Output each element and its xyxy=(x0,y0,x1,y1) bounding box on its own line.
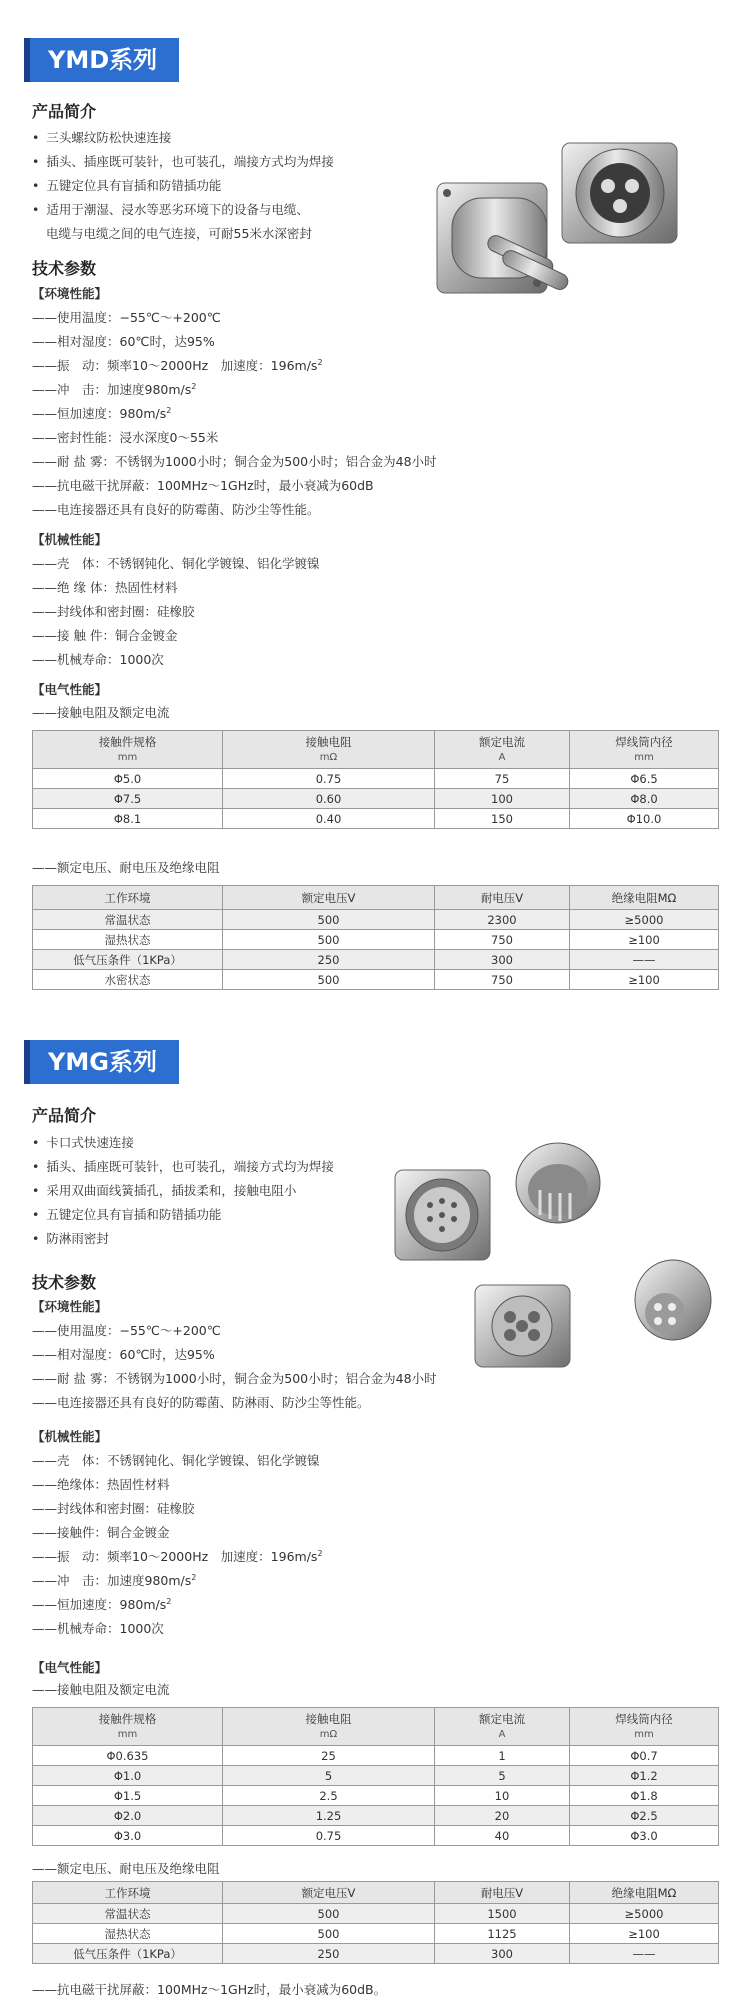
ymg-footer-note: ——抗电磁干扰屏蔽：100MHz～1GHz时，最小衰减为60dB。 xyxy=(32,1982,387,1997)
table-cell: ≥5000 xyxy=(570,910,719,930)
ymg-intro-item: • 卡口式快速连接 xyxy=(32,1133,134,1151)
table-cell: Φ8.0 xyxy=(570,789,719,809)
table-cell: 1125 xyxy=(435,1924,570,1944)
ymd-env-heading: 【环境性能】 xyxy=(32,286,108,301)
table-header-row xyxy=(33,1708,719,1746)
ymd-contact-table xyxy=(32,730,719,829)
table-cell: 40 xyxy=(435,1826,570,1846)
table-header-cell: 焊线筒内径 mm xyxy=(570,1708,719,1746)
ymg-mech-heading: 【机械性能】 xyxy=(32,1429,108,1444)
ymd-env-line: ——耐 盐 雾：不锈钢为1000小时；铜合金为500小时；铝合金为48小时 xyxy=(32,454,437,469)
ymg-intro-item: • 防淋雨密封 xyxy=(32,1229,109,1247)
table-header-row xyxy=(33,731,719,769)
table-cell: 5 xyxy=(435,1766,570,1786)
table-header-cell: 接触件规格 mm xyxy=(33,1708,223,1746)
ymg-voltage-table xyxy=(32,1881,719,1964)
ymg-env-line: ——耐 盐 雾：不锈钢为1000小时，铜合金为500小时；铝合金为48小时 xyxy=(32,1371,437,1386)
table-cell: 750 xyxy=(435,970,570,990)
ymg-mech-line: ——冲 击：加速度$980m/s^2$ xyxy=(32,1572,197,1588)
ymd-series-title: YMD系列 xyxy=(24,38,179,82)
table-cell: Φ1.5 xyxy=(33,1786,223,1806)
table-header-cell: 工作环境 xyxy=(33,1882,223,1904)
table-header-cell: 额定电压V xyxy=(223,1882,435,1904)
table-header-cell: 焊线筒内径 mm xyxy=(570,731,719,769)
table-cell: —— xyxy=(570,1944,719,1964)
ymd-intro-item: • 适用于潮湿、浸水等恶劣环境下的设备与电缆、 xyxy=(32,200,309,218)
ymd-intro-heading: 产品简介 xyxy=(32,102,97,121)
table-cell: 500 xyxy=(223,1924,435,1944)
table-cell: 低气压条件（1KPa） xyxy=(33,950,223,970)
table-cell: Φ8.1 xyxy=(33,809,223,829)
ymg-intro-item: • 插头、插座既可装针，也可装孔，端接方式均为焊接 xyxy=(32,1157,334,1175)
table-cell: ≥100 xyxy=(570,1924,719,1944)
table-cell: Φ1.8 xyxy=(570,1786,719,1806)
table-header-cell: 接触件规格 mm xyxy=(33,731,223,769)
table-header-cell: 额定电压V xyxy=(223,886,435,910)
ymg-env-line: ——相对湿度：60℃时，达95% xyxy=(32,1347,215,1362)
table-row xyxy=(33,1786,719,1806)
ymd-env-line: ——恒加速度：$980m/s^2$ xyxy=(32,405,172,421)
table-header-cell: 耐电压V xyxy=(435,886,570,910)
ymd-intro-item: • 插头、插座既可装针，也可装孔，端接方式均为焊接 xyxy=(32,152,334,170)
table-cell: 5 xyxy=(223,1766,435,1786)
ymg-intro-item: • 五键定位具有盲插和防错插功能 xyxy=(32,1205,221,1223)
table-row xyxy=(33,1806,719,1826)
ymg-series-title: YMG系列 xyxy=(24,1040,179,1084)
ymg-mech-line: ——封线体和密封圈：硅橡胶 xyxy=(32,1501,195,1516)
table-cell: Φ0.635 xyxy=(33,1746,223,1766)
table-header-cell: 接触电阻 mΩ xyxy=(223,731,435,769)
ymg-spec-heading: 技术参数 xyxy=(32,1273,97,1292)
table-row xyxy=(33,769,719,789)
ymd-env-line: ——振 动：频率10～2000Hz 加速度：$196m/s^2$ xyxy=(32,357,323,373)
table-row xyxy=(33,1944,719,1964)
ymg-mech-line: ——振 动：频率10～2000Hz 加速度：$196m/s^2$ xyxy=(32,1548,323,1564)
ymg-mech-line: ——壳 体：不锈钢钝化、铜化学镀镍、铝化学镀镍 xyxy=(32,1453,320,1468)
table-cell: 250 xyxy=(223,950,435,970)
table-row xyxy=(33,910,719,930)
table-cell: 500 xyxy=(223,1904,435,1924)
table-row xyxy=(33,789,719,809)
ymg-elec-subheading: ——额定电压、耐电压及绝缘电阻 xyxy=(32,1861,220,1876)
table-row xyxy=(33,1904,719,1924)
table-cell: 水密状态 xyxy=(33,970,223,990)
table-header-cell: 绝缘电阻MΩ xyxy=(570,886,719,910)
table-row xyxy=(33,970,719,990)
ymg-mech-line: ——绝缘体：热固性材料 xyxy=(32,1477,170,1492)
table-header-cell: 额定电流 A xyxy=(435,1708,570,1746)
ymd-mech-line: ——封线体和密封圈：硅橡胶 xyxy=(32,604,195,619)
ymg-series-section xyxy=(0,1035,750,2002)
table-header-cell: 工作环境 xyxy=(33,886,223,910)
ymg-contact-table xyxy=(32,1707,719,1846)
ymd-env-line: ——使用温度：−55℃～+200℃ xyxy=(32,310,221,325)
ymg-connector-photo xyxy=(390,1135,720,1370)
table-cell: 500 xyxy=(223,910,435,930)
ymg-env-line: ——使用温度：−55℃～+200℃ xyxy=(32,1323,221,1338)
ymd-mech-heading: 【机械性能】 xyxy=(32,532,108,547)
table-cell: 0.60 xyxy=(223,789,435,809)
table-cell: Φ6.5 xyxy=(570,769,719,789)
ymd-intro-item: • 三头螺纹防松快速连接 xyxy=(32,128,171,146)
table-cell: 500 xyxy=(223,930,435,950)
ymd-elec-subheading: ——接触电阻及额定电流 xyxy=(32,705,170,720)
ymd-mech-line: ——绝 缘 体：热固性材料 xyxy=(32,580,178,595)
table-row xyxy=(33,1766,719,1786)
ymd-elec-subheading: ——额定电压、耐电压及绝缘电阻 xyxy=(32,860,220,875)
table-cell: 常温状态 xyxy=(33,910,223,930)
table-cell: 250 xyxy=(223,1944,435,1964)
table-cell: 20 xyxy=(435,1806,570,1826)
table-row xyxy=(33,809,719,829)
table-cell: 300 xyxy=(435,1944,570,1964)
table-cell: ≥5000 xyxy=(570,1904,719,1924)
table-row xyxy=(33,930,719,950)
table-header-cell: 接触电阻 mΩ xyxy=(223,1708,435,1746)
table-cell: 10 xyxy=(435,1786,570,1806)
table-cell: 湿热状态 xyxy=(33,1924,223,1944)
table-cell: 75 xyxy=(435,769,570,789)
ymd-voltage-table xyxy=(32,885,719,990)
table-header-cell: 额定电流 A xyxy=(435,731,570,769)
ymd-mech-line: ——壳 体：不锈钢钝化、铜化学镀镍、铝化学镀镍 xyxy=(32,556,320,571)
ymd-intro-item: • 五键定位具有盲插和防错插功能 xyxy=(32,176,221,194)
ymd-env-line: ——抗电磁干扰屏蔽：100MHz～1GHz时，最小衰减为60dB xyxy=(32,478,374,493)
ymd-mech-line: ——接 触 件：铜合金镀金 xyxy=(32,628,178,643)
table-cell: Φ2.0 xyxy=(33,1806,223,1826)
ymg-env-line: ——电连接器还具有良好的防霉菌、防淋雨、防沙尘等性能。 xyxy=(32,1395,370,1410)
ymg-elec-subheading: ——接触电阻及额定电流 xyxy=(32,1682,170,1697)
ymd-elec-heading: 【电气性能】 xyxy=(32,682,108,697)
table-cell: 常温状态 xyxy=(33,1904,223,1924)
table-cell: Φ3.0 xyxy=(33,1826,223,1846)
table-cell: Φ0.7 xyxy=(570,1746,719,1766)
table-cell: 1.25 xyxy=(223,1806,435,1826)
table-cell: 0.75 xyxy=(223,1826,435,1846)
ymg-mech-line: ——接触件：铜合金镀金 xyxy=(32,1525,170,1540)
ymd-intro-item: 电缆与电缆之间的电气连接，可耐55米水深密封 xyxy=(46,226,312,241)
table-cell: Φ1.2 xyxy=(570,1766,719,1786)
ymg-env-heading: 【环境性能】 xyxy=(32,1299,108,1314)
table-cell: 750 xyxy=(435,930,570,950)
table-cell: 0.75 xyxy=(223,769,435,789)
table-cell: 300 xyxy=(435,950,570,970)
table-cell: Φ2.5 xyxy=(570,1806,719,1826)
table-cell: ≥100 xyxy=(570,970,719,990)
table-cell: 低气压条件（1KPa） xyxy=(33,1944,223,1964)
ymd-connector-photo xyxy=(432,138,722,308)
ymg-mech-line: ——恒加速度：$980m/s^2$ xyxy=(32,1596,172,1612)
ymd-spec-heading: 技术参数 xyxy=(32,259,97,278)
table-cell: —— xyxy=(570,950,719,970)
table-cell: 100 xyxy=(435,789,570,809)
table-cell: 25 xyxy=(223,1746,435,1766)
table-header-cell: 耐电压V xyxy=(435,1882,570,1904)
ymd-env-line: ——密封性能：浸水深度0～55米 xyxy=(32,430,219,445)
table-row xyxy=(33,1826,719,1846)
table-cell: Φ3.0 xyxy=(570,1826,719,1846)
table-cell: Φ10.0 xyxy=(570,809,719,829)
table-cell: Φ7.5 xyxy=(33,789,223,809)
table-cell: 2300 xyxy=(435,910,570,930)
ymg-intro-item: • 采用双曲面线簧插孔，插拔柔和，接触电阻小 xyxy=(32,1181,296,1199)
ymd-env-line: ——冲 击：加速度$980m/s^2$ xyxy=(32,381,197,397)
table-header-row xyxy=(33,1882,719,1904)
table-cell: 500 xyxy=(223,970,435,990)
table-cell: 0.40 xyxy=(223,809,435,829)
table-row xyxy=(33,950,719,970)
ymg-mech-line: ——机械寿命：1000次 xyxy=(32,1621,164,1636)
table-cell: Φ1.0 xyxy=(33,1766,223,1786)
table-cell: 1500 xyxy=(435,1904,570,1924)
table-cell: 150 xyxy=(435,809,570,829)
table-cell: 2.5 xyxy=(223,1786,435,1806)
ymg-elec-heading: 【电气性能】 xyxy=(32,1660,108,1675)
table-cell: ≥100 xyxy=(570,930,719,950)
table-row xyxy=(33,1924,719,1944)
table-row xyxy=(33,1746,719,1766)
ymg-intro-heading: 产品简介 xyxy=(32,1106,97,1125)
table-cell: 湿热状态 xyxy=(33,930,223,950)
table-header-cell: 绝缘电阻MΩ xyxy=(570,1882,719,1904)
table-cell: 1 xyxy=(435,1746,570,1766)
ymd-mech-line: ——机械寿命：1000次 xyxy=(32,652,164,667)
table-header-row xyxy=(33,886,719,910)
ymd-env-line: ——相对湿度：60℃时，达95% xyxy=(32,334,215,349)
ymd-env-line: ——电连接器还具有良好的防霉菌、防沙尘等性能。 xyxy=(32,502,320,517)
table-cell: Φ5.0 xyxy=(33,769,223,789)
